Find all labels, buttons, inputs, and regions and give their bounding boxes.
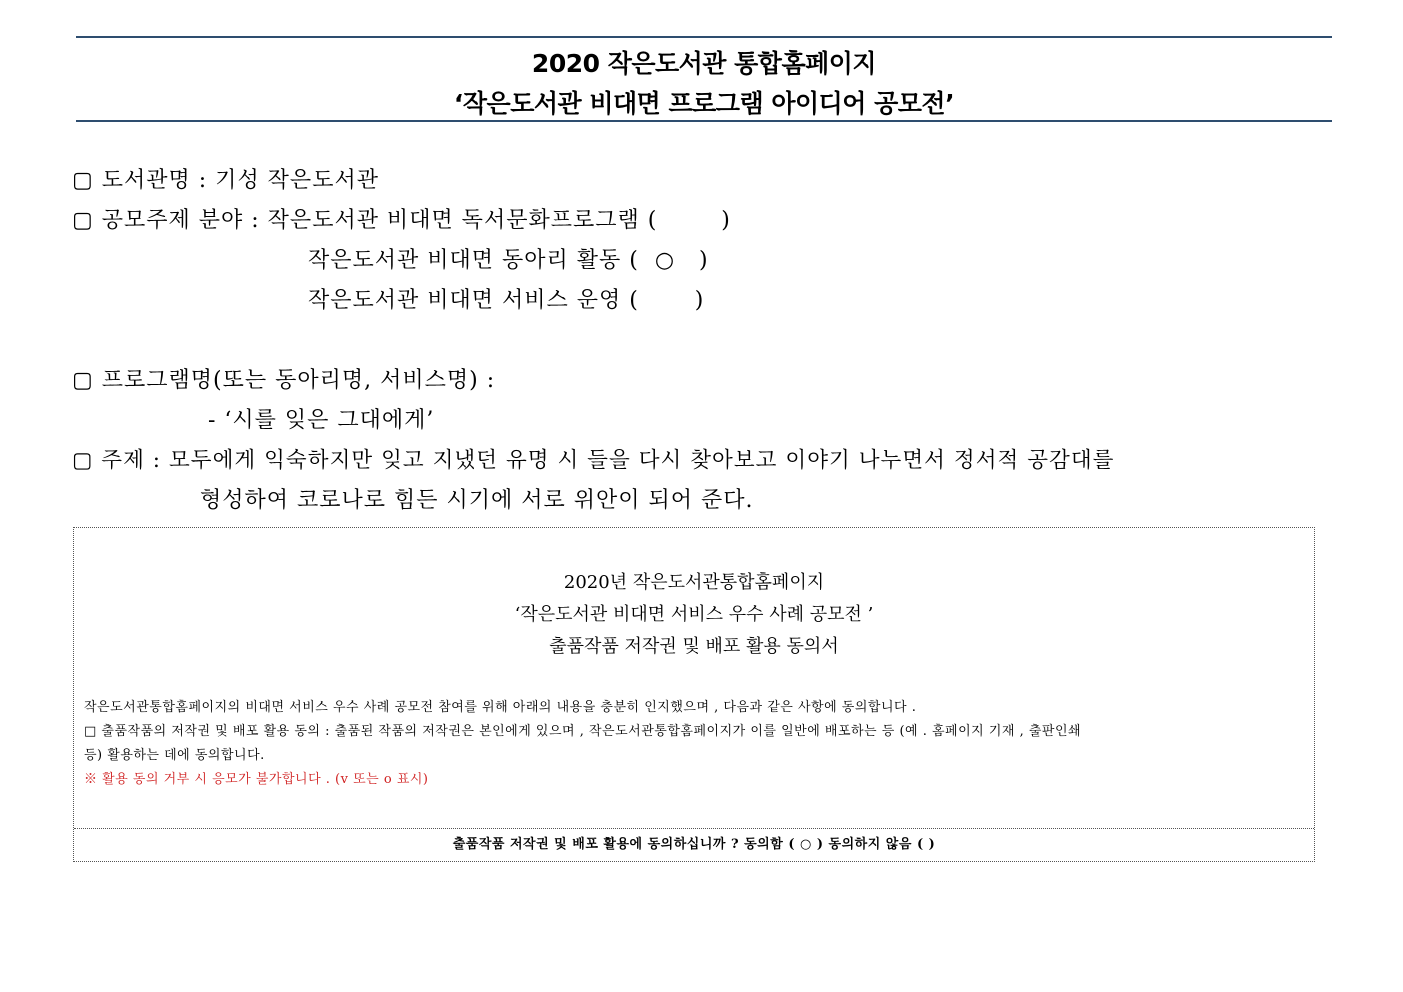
consent-body-line3: 등) 활용하는 데에 동의합니다.	[84, 748, 265, 763]
category-line-2: 작은도서관 비대면 동아리 활동 ( ○ )	[308, 248, 709, 273]
consent-title-line3: 출품작품 저작권 및 배포 활용 동의서	[549, 636, 839, 657]
category-line-3: 작은도서관 비대면 서비스 운영 ( )	[308, 288, 705, 313]
consent-title-line1: 2020년 작은도서관통합홈페이지	[563, 572, 825, 593]
theme-line-2: 형성하여 코로나로 힘든 시기에 서로 위안이 되어 준다.	[200, 488, 754, 513]
consent-title-line2: ‘작은도서관 비대면 서비스 우수 사례 공모전 ’	[514, 604, 874, 625]
library-name-line: ▢ 도서관명 : 기성 작은도서관	[72, 168, 379, 193]
consent-question: 출품작품 저작권 및 배포 활용에 동의하십니까 ? 동의함 ( ○ ) 동의하지 않음 ( )	[452, 837, 936, 852]
category-line-1: ▢ 공모주제 분야 : 작은도서관 비대면 독서문화프로그램 ( )	[72, 208, 731, 233]
consent-divider	[74, 828, 1314, 829]
consent-body-line2: □ 출품작품의 저작권 및 배포 활용 동의 : 출품된 작품의 저작권은 본인에게 있으며 , 작은도서관통합홈페이지가 이를 일반에 배포하는 등 (예 . 홈페이지 기재 , 출판인쇄	[84, 724, 1082, 739]
consent-body-line1: 작은도서관통합홈페이지의 비대면 서비스 우수 사례 공모전 참여를 위해 아래의 내용을 충분히 인지했으며 , 다음과 같은 사항에 동의합니다 .	[84, 700, 917, 715]
bottom-rule	[76, 120, 1332, 122]
program-name-label: ▢ 프로그램명(또는 동아리명, 서비스명) :	[72, 368, 496, 393]
consent-warning: ※ 활용 동의 거부 시 응모가 불가합니다 . (v 또는 o 표시)	[84, 772, 429, 787]
page-title-line1: 2020 작은도서관 통합홈페이지	[531, 49, 877, 78]
theme-line-1: ▢ 주제 : 모두에게 익숙하지만 잊고 지냈던 유명 시 들을 다시 찾아보고 이야기 나누면서 정서적 공감대를	[72, 448, 1115, 473]
consent-box	[73, 527, 1315, 862]
page-title-line2: ‘작은도서관 비대면 프로그램 아이디어 공모전’	[453, 89, 955, 118]
program-name-value: - ‘시를 잊은 그대에게’	[208, 408, 435, 433]
top-rule	[76, 36, 1332, 38]
